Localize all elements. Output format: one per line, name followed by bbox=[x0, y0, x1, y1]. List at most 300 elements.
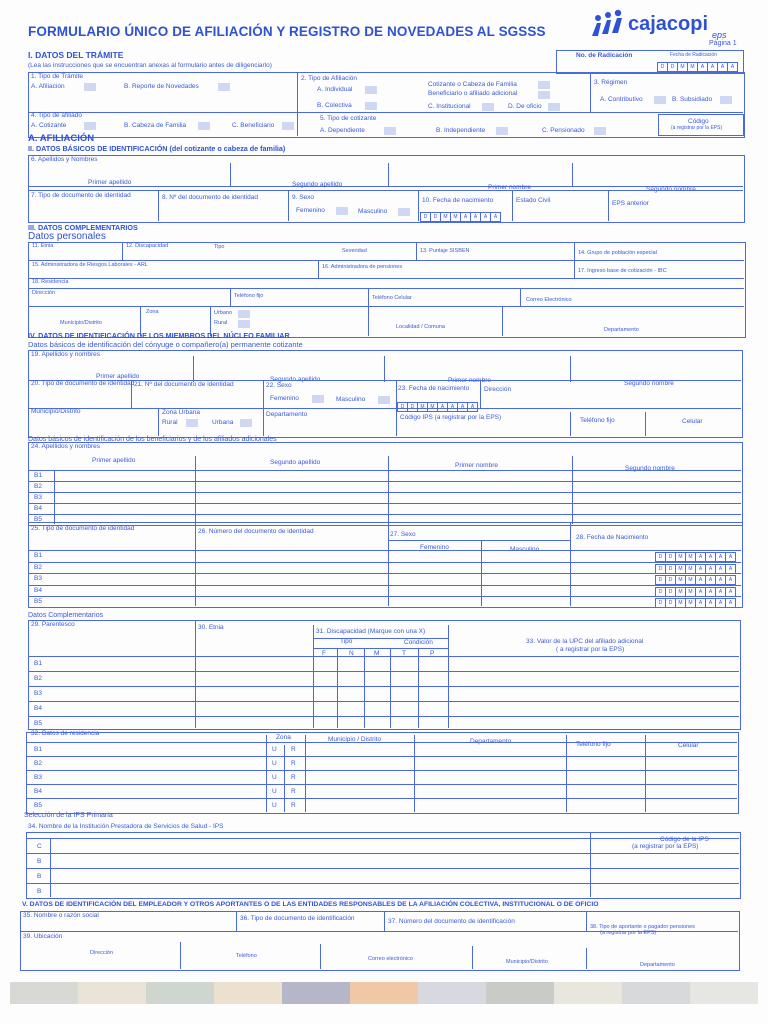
zona-u: U bbox=[272, 788, 277, 795]
date-cell[interactable]: M bbox=[675, 552, 686, 562]
b-doc-row[interactable] bbox=[55, 585, 570, 596]
row-label: B2 bbox=[34, 675, 42, 682]
dep-header: Departamento bbox=[470, 738, 512, 745]
date-cell[interactable]: M bbox=[440, 212, 451, 222]
strip-swatch bbox=[350, 982, 418, 1004]
date-cell[interactable]: M bbox=[675, 564, 686, 574]
f37-label: 37. Número del documento de identificación bbox=[388, 918, 515, 925]
mun-header: Municipio / Distrito bbox=[328, 736, 382, 743]
date-cell[interactable]: A bbox=[705, 564, 716, 574]
ips-row-label: B bbox=[37, 888, 42, 895]
f23-label: 23. Fecha de nacimiento bbox=[398, 385, 470, 392]
e-direccion: Dirección bbox=[90, 950, 113, 956]
codigo-label: Código bbox=[688, 118, 709, 125]
date-cell[interactable]: M bbox=[685, 575, 696, 585]
f4a-label: A. Cotizante bbox=[31, 122, 67, 129]
date-cell[interactable]: M bbox=[450, 212, 461, 222]
ips-code-label: Código de la IPS bbox=[660, 836, 709, 843]
ips-row-label: B bbox=[37, 858, 42, 865]
b-comp-row[interactable] bbox=[55, 686, 739, 701]
f8-label: 8. Nº del documento de identidad bbox=[162, 194, 258, 201]
c-urbana-check[interactable] bbox=[240, 419, 252, 427]
date-cell[interactable]: A bbox=[490, 212, 501, 222]
date-cell[interactable]: M bbox=[685, 598, 696, 608]
b-comp-row[interactable] bbox=[55, 701, 739, 716]
f17-label: 17. Ingreso base de cotización - IBC bbox=[578, 268, 667, 274]
f19-label: 19. Apellidos y nombres bbox=[31, 351, 101, 358]
section-1-title: I. DATOS DEL TRÁMITE bbox=[28, 50, 124, 60]
fecha-radicacion-cells[interactable] bbox=[658, 62, 738, 72]
f1b-label: B. Reporte de Novedades bbox=[124, 83, 199, 90]
strip-swatch bbox=[78, 982, 146, 1004]
date-cell[interactable]: A bbox=[725, 598, 736, 608]
b-doc-row[interactable] bbox=[55, 596, 570, 607]
b-res-row[interactable] bbox=[55, 742, 737, 756]
dis-P: P bbox=[430, 650, 435, 657]
b-birth-cells[interactable] bbox=[656, 552, 736, 562]
b-name-row[interactable] bbox=[55, 492, 741, 503]
date-cell[interactable]: M bbox=[675, 598, 686, 608]
row-label: B1 bbox=[34, 660, 42, 667]
row-label: B4 bbox=[34, 788, 42, 795]
c-direccion: Dirección bbox=[484, 386, 512, 393]
f21-label: 21. Nº del documento de identidad bbox=[134, 381, 234, 388]
date-cell[interactable]: A bbox=[457, 402, 468, 412]
sexo-mas-check[interactable] bbox=[398, 208, 410, 216]
fecha-nacimiento-cells[interactable] bbox=[421, 212, 501, 222]
section-5-title: V. DATOS DE IDENTIFICACIÓN DEL EMPLEADOR Y OTROS APORTANTES O DE LAS ENTIDADES RESPONSABLES DE LA AFILIACIÓN COLECTIVA, INSTITUCIONAL O DE OFICIO bbox=[22, 901, 599, 908]
date-cell[interactable]: M bbox=[677, 62, 688, 72]
f4c-label: C. Beneficiario bbox=[232, 122, 275, 129]
date-cell[interactable]: D bbox=[655, 575, 666, 585]
c-zona-urbana: Zona Urbana bbox=[162, 409, 200, 416]
cel-header: Celular bbox=[678, 742, 699, 749]
row-label: B3 bbox=[34, 690, 42, 697]
b-birth-cells[interactable] bbox=[656, 598, 736, 608]
dis-tipo: Tipo bbox=[340, 638, 353, 645]
date-cell[interactable]: A bbox=[705, 552, 716, 562]
date-cell[interactable]: M bbox=[675, 587, 686, 597]
c-celular: Celular bbox=[682, 418, 703, 425]
row-label: B5 bbox=[34, 598, 42, 605]
date-cell[interactable]: M bbox=[427, 402, 438, 412]
urbano-check[interactable] bbox=[238, 310, 250, 318]
zona-u: U bbox=[272, 802, 277, 809]
ips-row[interactable] bbox=[51, 838, 739, 853]
f5c-check[interactable] bbox=[594, 127, 606, 135]
ips-row[interactable] bbox=[51, 868, 739, 883]
date-cell[interactable]: D bbox=[665, 552, 676, 562]
dis-N: N bbox=[349, 650, 354, 657]
row-label: B1 bbox=[34, 552, 42, 559]
c-segundo-apellido: Segundo apellido bbox=[270, 376, 321, 383]
f5b-label: B. Independiente bbox=[436, 127, 486, 134]
f5a-label: A. Dependiente bbox=[320, 127, 365, 134]
b-doc-row[interactable] bbox=[55, 562, 570, 573]
date-cell[interactable]: D bbox=[667, 62, 678, 72]
c-departamento: Departamento bbox=[266, 411, 308, 418]
f2b-check[interactable] bbox=[365, 102, 377, 110]
date-cell[interactable]: A bbox=[715, 587, 726, 597]
b-masculino: Masculino bbox=[510, 546, 540, 553]
c-telefono: Teléfono fijo bbox=[580, 417, 615, 424]
e-departamento: Departamento bbox=[640, 962, 675, 968]
strip-swatch bbox=[418, 982, 486, 1004]
logo-text: cajacopi bbox=[628, 13, 709, 35]
f2b-label: B. Colectiva bbox=[317, 102, 352, 109]
date-cell[interactable]: A bbox=[705, 575, 716, 585]
f10-label: 10. Fecha de nacimiento bbox=[422, 197, 494, 204]
tipo-label: Tipo bbox=[214, 244, 225, 250]
c-urbana: Urbana bbox=[212, 419, 234, 426]
c-fem-check[interactable] bbox=[312, 395, 324, 403]
f3-label: 3. Régimen bbox=[594, 79, 628, 86]
scan-color-strip bbox=[10, 982, 758, 1004]
f33-label: 33. Valor de la UPC del afiliado adicional bbox=[526, 638, 644, 645]
e-municipio: Municipio/Distrito bbox=[506, 959, 548, 965]
c-segundo-nombre: Segundo nombre bbox=[624, 380, 674, 387]
b-birth-cells[interactable] bbox=[656, 587, 736, 597]
row-label: B4 bbox=[34, 705, 42, 712]
codigo-sub: (a registrar por la EPS) bbox=[671, 125, 723, 131]
row-label: B1 bbox=[34, 746, 42, 753]
segundo-apellido: Segundo apellido bbox=[292, 181, 343, 188]
f5a-check[interactable] bbox=[384, 127, 396, 135]
date-cell[interactable]: D bbox=[655, 587, 666, 597]
f2e-label: Cotizante o Cabeza de Familia bbox=[428, 81, 517, 88]
date-cell[interactable]: A bbox=[467, 402, 478, 412]
date-cell[interactable]: A bbox=[715, 598, 726, 608]
telefono-celular-label: Teléfono Celular bbox=[372, 295, 412, 301]
section-3-title: III. DATOS COMPLEMENTARIOS bbox=[28, 223, 138, 232]
f35-label: 35. Nombre o razón social bbox=[23, 912, 99, 919]
f30-label: 30. Etnia bbox=[198, 624, 224, 631]
f2d-check[interactable] bbox=[548, 103, 560, 111]
strip-swatch bbox=[486, 982, 554, 1004]
dis-F: F bbox=[322, 650, 326, 657]
f3a-label: A. Contributivo bbox=[600, 96, 643, 103]
f24-label: 24. Apellidos y nombres bbox=[31, 443, 101, 450]
zona-u: U bbox=[272, 746, 277, 753]
date-cell[interactable]: A bbox=[705, 598, 716, 608]
f2d-label: D. De oficio bbox=[508, 103, 542, 110]
row-label: B3 bbox=[34, 774, 42, 781]
afiliacion-title: A. AFILIACIÓN bbox=[28, 133, 95, 144]
date-cell[interactable]: M bbox=[685, 564, 696, 574]
f4-label: 4. Tipo de afiliado bbox=[31, 112, 82, 119]
f14-label: 14. Grupo de población especial bbox=[578, 250, 657, 256]
f16-label: 16. Administradora de pensiones bbox=[322, 264, 403, 270]
f15-label: 15. Administradora de Riesgos Laborales - ARL bbox=[32, 262, 148, 268]
f12-label: 12. Discapacidad bbox=[126, 243, 169, 249]
dis-condicion: Condición bbox=[404, 639, 433, 646]
f4b-check[interactable] bbox=[198, 122, 210, 130]
zona-u: U bbox=[272, 760, 277, 767]
date-cell[interactable]: D bbox=[665, 575, 676, 585]
conyuge-box bbox=[28, 350, 743, 438]
f20-label: 20. Tipo de documento de identidad bbox=[31, 380, 135, 387]
f6-label: 6. Apellidos y Nombres bbox=[31, 156, 98, 163]
date-cell[interactable]: M bbox=[685, 587, 696, 597]
b-name-row[interactable] bbox=[55, 503, 741, 514]
date-cell[interactable]: M bbox=[685, 552, 696, 562]
strip-swatch bbox=[282, 982, 350, 1004]
ips-row-label: B bbox=[37, 873, 42, 880]
primer-apellido: Primer apellido bbox=[88, 179, 132, 186]
row-label: B2 bbox=[34, 483, 42, 490]
b-res-row[interactable] bbox=[55, 770, 737, 784]
row-label: B4 bbox=[34, 586, 42, 594]
eps-anterior: EPS anterior bbox=[612, 200, 649, 207]
f1a-check[interactable] bbox=[84, 83, 96, 91]
date-cell[interactable]: D bbox=[430, 212, 441, 222]
date-cell[interactable]: D bbox=[657, 62, 668, 72]
b-primer-nombre: Primer nombre bbox=[455, 462, 498, 469]
f1a-label: A. Afiliación bbox=[31, 83, 65, 90]
form-title: FORMULARIO ÚNICO DE AFILIACIÓN Y REGISTRO DE NOVEDADES AL SGSSS bbox=[28, 24, 546, 39]
date-cell[interactable]: D bbox=[397, 402, 408, 412]
f9-label: 9. Sexo bbox=[292, 194, 315, 201]
severidad-label: Severidad bbox=[342, 248, 367, 254]
zona-r: R bbox=[291, 788, 296, 795]
f2-label: 2. Tipo de Afiliación bbox=[301, 75, 358, 82]
telefono-fijo-label: Teléfono fijo bbox=[234, 293, 264, 299]
dis-M: M bbox=[374, 650, 380, 657]
ips-row-label: C bbox=[37, 843, 42, 850]
f26-label: 26. Número del documento de identidad bbox=[198, 528, 314, 535]
direccion-label: Dirección bbox=[32, 290, 55, 296]
date-cell[interactable]: D bbox=[407, 402, 418, 412]
b-femenino: Femenino bbox=[420, 544, 449, 551]
c-mas-check[interactable] bbox=[378, 396, 390, 404]
date-cell[interactable]: A bbox=[470, 212, 481, 222]
date-cell[interactable]: A bbox=[697, 62, 708, 72]
f31-label: 31. Discapacidad (Marque con una X) bbox=[316, 628, 426, 635]
date-cell[interactable]: A bbox=[725, 552, 736, 562]
date-cell[interactable]: A bbox=[717, 62, 728, 72]
date-cell[interactable]: D bbox=[665, 564, 676, 574]
row-label: B5 bbox=[34, 720, 42, 727]
date-cell[interactable]: A bbox=[695, 598, 706, 608]
c-fecha-nacimiento-cells[interactable] bbox=[398, 402, 478, 412]
c-fem: Femenino bbox=[270, 395, 299, 402]
b-comp-row[interactable] bbox=[55, 671, 739, 686]
date-cell[interactable]: M bbox=[417, 402, 428, 412]
logo-sub: eps bbox=[712, 30, 727, 40]
f2c-check[interactable] bbox=[482, 103, 494, 111]
row-label: B2 bbox=[34, 760, 42, 767]
f5b-check[interactable] bbox=[496, 127, 508, 135]
date-cell[interactable]: D bbox=[655, 598, 666, 608]
strip-swatch bbox=[690, 982, 758, 1004]
section-2-title: II. DATOS BÁSICOS DE IDENTIFICACIÓN (del cotizante o cabeza de familia) bbox=[28, 144, 286, 153]
f33-sub: ( a registrar por la EPS) bbox=[556, 646, 625, 653]
zona-r: R bbox=[291, 746, 296, 753]
f4b-label: B. Cabeza de Familia bbox=[124, 122, 187, 129]
row-label: B1 bbox=[34, 472, 42, 479]
correo-label: Correo Electrónico bbox=[526, 297, 572, 303]
date-cell[interactable]: D bbox=[655, 564, 666, 574]
f25-label: 25. Tipo de documento de identidad bbox=[31, 525, 135, 532]
date-cell[interactable]: A bbox=[705, 587, 716, 597]
c-mas: Masculino bbox=[336, 396, 366, 403]
date-cell[interactable]: D bbox=[665, 587, 676, 597]
zona-label: Zona bbox=[146, 309, 159, 315]
b-name-row[interactable] bbox=[55, 470, 741, 481]
row-label: B4 bbox=[34, 505, 42, 512]
date-cell[interactable]: A bbox=[447, 402, 458, 412]
f28-label: 28. Fecha de Nacimiento bbox=[576, 534, 649, 541]
c-municipio: Municipio/Distrito bbox=[31, 408, 81, 415]
f4c-check[interactable] bbox=[282, 122, 294, 130]
b-primer-apellido: Primer apellido bbox=[92, 457, 136, 464]
e-correo: Correo electrónico bbox=[368, 956, 413, 962]
row-label: B3 bbox=[34, 575, 42, 582]
radicacion-label: No. de Radicación bbox=[576, 52, 633, 59]
f2e-check[interactable] bbox=[538, 81, 550, 89]
ips-row[interactable] bbox=[51, 883, 739, 898]
rural-label: Rural bbox=[214, 320, 228, 326]
section-4-sub: Datos básicos de identificación del cónyuge o compañero(a) permanente cotizante bbox=[28, 340, 303, 349]
zona-r: R bbox=[291, 774, 296, 781]
f36-label: 36. Tipo de documento de identificación bbox=[240, 915, 355, 922]
beneficiarios-title: Datos básicos de identificación de los beneficiarios y de los afiliados adicionales bbox=[28, 436, 277, 443]
f1b-check[interactable] bbox=[218, 83, 230, 91]
f2f-check[interactable] bbox=[538, 91, 550, 99]
f2a-label: A. Individual bbox=[317, 86, 353, 93]
f18-label: 18. Residencia bbox=[32, 279, 69, 285]
b-name-row[interactable] bbox=[55, 481, 741, 492]
ips-row[interactable] bbox=[51, 853, 739, 868]
f3b-label: B. Subsidiado bbox=[672, 96, 713, 103]
b-doc-row[interactable] bbox=[55, 550, 570, 561]
b-segundo-apellido: Segundo apellido bbox=[270, 459, 321, 466]
f29-label: 29. Parentesco bbox=[31, 621, 75, 628]
ips-selection-title: Selección de la IPS Primaria bbox=[24, 812, 113, 819]
datos-complementarios-title: Datos Complementarios bbox=[28, 612, 104, 619]
f38-sub: (a registrar por la EPS) bbox=[600, 930, 657, 936]
date-cell[interactable]: A bbox=[725, 587, 736, 597]
row-label: B2 bbox=[34, 563, 42, 571]
datos-personales: Datos personales bbox=[28, 231, 106, 242]
f11-label: 11. Etnia bbox=[32, 243, 54, 249]
departamento-label: Departamento bbox=[604, 327, 639, 333]
date-cell[interactable]: A bbox=[460, 212, 471, 222]
fecha-radicacion-label: Fecha de Radicación bbox=[670, 52, 717, 58]
f3b-check[interactable] bbox=[720, 96, 732, 104]
f32-label: 32. Datos de residencia bbox=[31, 730, 100, 737]
f27-label: 27. Sexo bbox=[390, 531, 416, 538]
f7-label: 7. Tipo de documento de identidad bbox=[31, 192, 131, 199]
date-cell[interactable]: A bbox=[715, 575, 726, 585]
municipio-label: Municipio/Distrito bbox=[60, 320, 102, 326]
strip-swatch bbox=[214, 982, 282, 1004]
dis-T: T bbox=[402, 650, 406, 657]
c-codigo-ips: Código IPS (a registrar por la EPS) bbox=[400, 414, 502, 421]
c-primer-nombre: Primer nombre bbox=[448, 377, 491, 384]
b-birth-cells[interactable] bbox=[656, 564, 736, 574]
date-cell[interactable]: A bbox=[725, 564, 736, 574]
ips-code-sub: (a registrar por la EPS) bbox=[632, 843, 699, 850]
f38-label: 38. Tipo de aportante o pagador pensiones bbox=[590, 924, 695, 930]
b-birth-cells[interactable] bbox=[656, 575, 736, 585]
page-number: Página 1 bbox=[709, 40, 737, 47]
f34-label: 34. Nombre de la Institución Prestadora de Servicios de Salud - IPS bbox=[28, 823, 224, 830]
f1-label: 1. Tipo de Trámite bbox=[31, 73, 84, 80]
date-cell[interactable]: A bbox=[695, 552, 706, 562]
f4a-check[interactable] bbox=[84, 122, 96, 130]
zona-r: R bbox=[291, 802, 296, 809]
urbano-label: Urbano bbox=[214, 310, 233, 316]
section-4-title: IV. DATOS DE IDENTIFICACIÓN DE LOS MIEMBROS DEL NÚCLEO FAMILIAR bbox=[28, 331, 290, 340]
strip-swatch bbox=[554, 982, 622, 1004]
segundo-nombre: Segundo nombre bbox=[646, 186, 696, 193]
c-primer-apellido: Primer apellido bbox=[96, 373, 140, 380]
date-cell[interactable]: A bbox=[695, 575, 706, 585]
strip-swatch bbox=[622, 982, 690, 1004]
row-label: B3 bbox=[34, 494, 42, 501]
date-cell[interactable]: A bbox=[727, 62, 738, 72]
f5-label: 5. Tipo de cotizante bbox=[320, 115, 377, 122]
f3a-check[interactable] bbox=[654, 96, 666, 104]
date-cell[interactable]: A bbox=[695, 587, 706, 597]
row-label: B5 bbox=[34, 516, 42, 523]
zona-header: Zona bbox=[276, 734, 291, 741]
b-comp-row[interactable] bbox=[55, 656, 739, 671]
b-segundo-nombre: Segundo nombre bbox=[625, 465, 675, 472]
tel-header: Teléfono fijo bbox=[576, 741, 611, 748]
localidad-label: Localidad / Comuna bbox=[396, 324, 445, 330]
date-cell[interactable]: A bbox=[707, 62, 718, 72]
date-cell[interactable]: D bbox=[665, 598, 676, 608]
sexo-mas: Masculino bbox=[358, 208, 388, 215]
e-telefono: Teléfono bbox=[236, 953, 257, 959]
sexo-fem-check[interactable] bbox=[336, 207, 348, 215]
zona-u: U bbox=[272, 774, 277, 781]
f22-label: 22. Sexo bbox=[266, 382, 292, 389]
primer-nombre: Primer nombre bbox=[488, 184, 531, 191]
estado-civil: Estado Civil bbox=[516, 197, 551, 204]
date-cell[interactable]: A bbox=[437, 402, 448, 412]
section-1-note: (Lea las instrucciones que se encuentran anexas al formulario antes de diligenciarlo) bbox=[28, 62, 272, 69]
b-res-row[interactable] bbox=[55, 798, 737, 812]
f5c-label: C. Pensionado bbox=[542, 127, 585, 134]
sexo-fem: Femenino bbox=[296, 207, 325, 214]
b-doc-row[interactable] bbox=[55, 573, 570, 584]
date-cell[interactable]: A bbox=[480, 212, 491, 222]
date-cell[interactable]: A bbox=[715, 552, 726, 562]
b-comp-row[interactable] bbox=[55, 716, 739, 731]
row-label: B5 bbox=[34, 802, 42, 809]
date-cell[interactable]: A bbox=[715, 564, 726, 574]
b-res-row[interactable] bbox=[55, 784, 737, 798]
f39-label: 39. Ubicación bbox=[23, 933, 63, 940]
date-cell[interactable]: D bbox=[655, 552, 666, 562]
date-cell[interactable]: A bbox=[695, 564, 706, 574]
f2f-label: Beneficiario o afiliado adicional bbox=[428, 90, 518, 97]
c-rural: Rural bbox=[162, 419, 178, 426]
date-cell[interactable]: M bbox=[687, 62, 698, 72]
rural-check[interactable] bbox=[238, 320, 250, 328]
date-cell[interactable]: D bbox=[420, 212, 431, 222]
b-res-row[interactable] bbox=[55, 756, 737, 770]
strip-swatch bbox=[146, 982, 214, 1004]
date-cell[interactable]: A bbox=[725, 575, 736, 585]
f2a-check[interactable] bbox=[365, 86, 377, 94]
date-cell[interactable]: M bbox=[675, 575, 686, 585]
zona-r: R bbox=[291, 760, 296, 767]
c-rural-check[interactable] bbox=[186, 419, 198, 427]
